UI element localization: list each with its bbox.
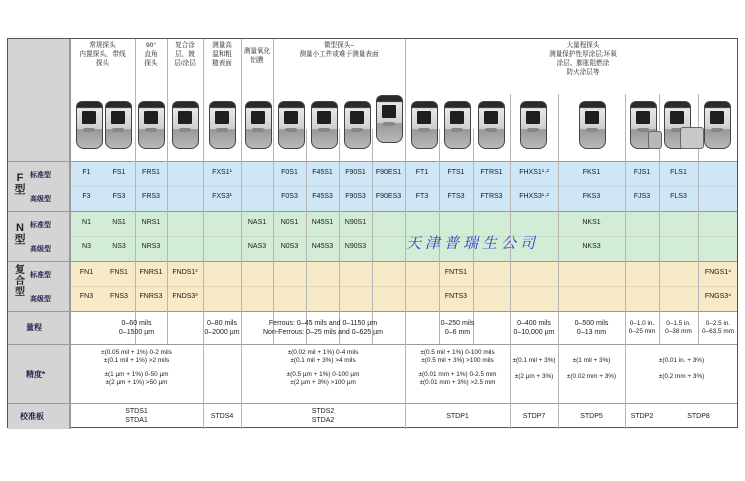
gauge-image-fnds [172,101,199,149]
model-code-f-std-11: FTS1 [447,169,465,176]
model-code-n-std-6: N0S1 [280,219,299,226]
c-adv-label: 高级型 [30,296,51,303]
probe-image-fjs [648,131,662,149]
n-type-label: N 型 [14,222,26,246]
range-cell-9: 0–2.5 in. 0–63.5 mm [702,320,734,335]
range-cell-1: 0–60 mils 0–1500 µm [118,320,155,336]
n-adv-label: 高级型 [30,246,51,253]
header-composite: 复合涂 层，镀 层/涂层 [174,42,196,67]
accuracy-cell-1: ±(0.05 mil + 1%) 0-2 mils ±(0.1 mil + 1%) >2 mils ±(1 µm + 1%) 0-50 µm ±(2 µm + 1%) >50 µm [101,349,172,386]
model-code-f-std-8: F90S1 [345,169,366,176]
f-std-label: 标准型 [30,172,51,179]
model-code-c-adv-17: FNGS3⁴ [704,293,732,300]
model-code-f-std-10: FT1 [415,169,429,176]
model-code-f-adv-9: F90ES3 [375,193,402,200]
gauge-image-fts [444,101,471,149]
gauge-image-fxs [209,101,236,149]
model-code-f-std-13: FHXS1¹·² [519,169,549,176]
f-type-label: F 型 [14,172,26,196]
model-code-f-adv-15: FJS3 [633,193,651,200]
range-cell-3: Ferrous: 0–45 mils and 0–1150 µm Non-Ferrous: 0–25 mils and 0–625 µm [263,320,383,336]
model-code-c-std-17: FNGS1⁴ [704,269,732,276]
accuracy-cell-2: ±(0.02 mil + 1%) 0-4 mils ±(0.1 mil + 3%) >4 mils ±(0.5 µm + 1%) 0-100 µm ±(2 µm + 3%) >100 µm [286,349,360,386]
model-code-n-adv-0: N3 [82,243,91,250]
calib-cell-5: STDP7 [522,413,546,420]
gauge-image-ft [411,101,438,149]
header-anodize: 测量氧化 铝膜 [243,48,271,64]
model-code-f-adv-13: FHXS3¹·² [519,193,549,200]
range-cell-6: 0–500 mils 0–13 mm [574,320,609,336]
accuracy-cell-3: ±(0.5 mil + 1%) 0-100 mils ±(0.5 mil + 3%) >100 mils ±(0.01 mm + 1%) 0-2.5 mm ±(0.01 mm + 3%) >2.5 mm [418,349,497,386]
model-code-n-std-2: NRS1 [141,219,161,226]
model-code-f-adv-0: F3 [82,193,91,200]
model-code-c-adv-1: FNS3 [110,293,128,300]
calib-cell-3: STDS2 STDA2 [311,408,335,424]
accuracy-cell-6: ±(0.01 in. + 3%) ±(0.2 mm + 3%) [658,357,705,380]
gauge-image-f45s [311,101,338,149]
model-code-f-adv-4: FXS3¹ [212,193,232,200]
gauge-image-fks [579,101,606,149]
model-code-n-adv-1: NS3 [112,243,126,250]
accuracy-cell-5: ±(1 mil + 3%) ±(0.02 mm + 3%) [566,357,617,380]
header-standard-probes: 常规探头 内置探头，带线 探头 [79,42,126,67]
model-code-n-adv-8: N90S3 [344,243,367,250]
model-code-n-adv-5: NAS3 [247,243,267,250]
composite-type-label: 复 合 型 [15,265,25,298]
gauge-image-ftrs [478,101,505,149]
model-code-c-std-11: FNTS1 [444,269,468,276]
model-code-f-std-6: F0S1 [281,169,298,176]
range-cell-7: 0–1.0 in. 0–25 mm [628,320,656,335]
calib-cell-4: STDP1 [446,413,469,420]
model-code-c-adv-0: FN3 [79,293,94,300]
accuracy-cell-4: ±(0.1 mil + 3%) ±(2 µm + 3%) [512,357,556,380]
gauge-image-nas [245,101,272,149]
model-code-f-adv-1: FS3 [112,193,126,200]
model-code-f-std-0: F1 [82,169,91,176]
model-code-f-std-2: FRS1 [142,169,160,176]
range-cell-5: 0–400 mils 0–10,000 µm [513,320,555,336]
sidebar-header [8,39,70,161]
n-std-label: 标准型 [30,222,51,229]
gauge-image-f0s [278,101,305,149]
model-code-n-std-7: N45S1 [311,219,334,226]
gauge-image-fhxs [520,101,547,149]
model-code-f-std-1: FS1 [112,169,126,176]
model-code-f-std-14: FKS1 [582,169,601,176]
f-adv-label: 高级型 [30,196,51,203]
accuracy-label: 精度* [26,370,46,379]
model-code-f-adv-11: FTS3 [447,193,465,200]
header-large-range: 大量程探头 测量保护性厚涂层;环氧 涂层、膨胀阻燃涂 防火涂层等 [549,42,617,76]
model-code-c-adv-11: FNTS3 [444,293,468,300]
gauge-image-fngs [704,101,731,149]
model-code-n-adv-7: N45S3 [311,243,334,250]
model-code-c-adv-3: FNDS3³ [172,293,198,300]
gauge-image-f1 [76,101,103,149]
c-std-label: 标准型 [30,272,51,279]
model-code-f-adv-8: F90S3 [345,193,366,200]
model-code-f-std-15: FJS1 [633,169,651,176]
range-label: 量程 [26,323,42,332]
range-cell-4: 0–250 mils 0–6 mm [440,320,475,336]
header-right-angle: 90° 直角 探头 [144,42,158,67]
calib-cell-7: STDP2 [630,413,654,420]
model-code-f-std-12: FTRS1 [480,169,503,176]
model-code-f-adv-12: FTRS3 [480,193,503,200]
gauge-image-frs1 [138,101,165,149]
model-code-n-std-0: N1 [82,219,91,226]
calib-cell-1: STDS1 STDA1 [125,408,148,424]
header-high-temp: 测量高 温和粗 糙表面 [212,42,232,67]
range-cell-2: 0–80 mils 0–2000 µm [204,320,240,336]
model-code-f-std-4: FXS1¹ [212,169,232,176]
model-code-c-std-2: FNRS1 [139,269,163,276]
model-code-f-adv-16: FLS3 [670,193,687,200]
model-code-f-std-7: F45S1 [312,169,333,176]
watermark: 天津普瑞生公司 [406,234,540,252]
model-code-n-adv-2: NRS3 [141,243,161,250]
model-code-c-adv-2: FNRS3 [139,293,163,300]
gauge-image-f90s [344,101,371,149]
model-code-n-std-1: NS1 [112,219,126,226]
calibration-label: 校准板 [20,412,44,421]
model-code-n-adv-14: NKS3 [582,243,601,250]
range-cell-8: 0–1.5 in. 0–38 mm [665,320,692,335]
model-code-f-adv-10: FT3 [415,193,429,200]
model-code-f-std-9: F90ES1 [375,169,402,176]
model-code-f-adv-2: FRS3 [142,193,160,200]
model-code-f-adv-7: F45S3 [312,193,333,200]
model-code-c-std-3: FNDS1³ [172,269,198,276]
model-code-f-adv-14: FKS3 [582,193,601,200]
gauge-image-fs1 [105,101,132,149]
model-code-n-adv-6: N0S3 [280,243,299,250]
calib-cell-2: STDS4 [210,413,234,420]
probe-spec-table [7,38,738,428]
probe-image-fls [680,127,704,149]
gauge-image-f90es [376,95,403,143]
model-code-n-std-14: NKS1 [582,219,601,226]
header-micro-probes: 微型探头– 测量小工件或难于测量表面 [299,42,379,58]
model-code-n-std-5: NAS1 [247,219,267,226]
model-code-f-std-16: FLS1 [670,169,687,176]
calib-cell-8: STDP8 [687,413,710,420]
model-code-c-std-1: FNS1 [110,269,128,276]
model-code-c-std-0: FN1 [79,269,94,276]
model-code-f-adv-6: F0S3 [281,193,298,200]
model-code-n-std-8: N90S1 [344,219,367,226]
calib-cell-6: STDP5 [580,413,603,420]
